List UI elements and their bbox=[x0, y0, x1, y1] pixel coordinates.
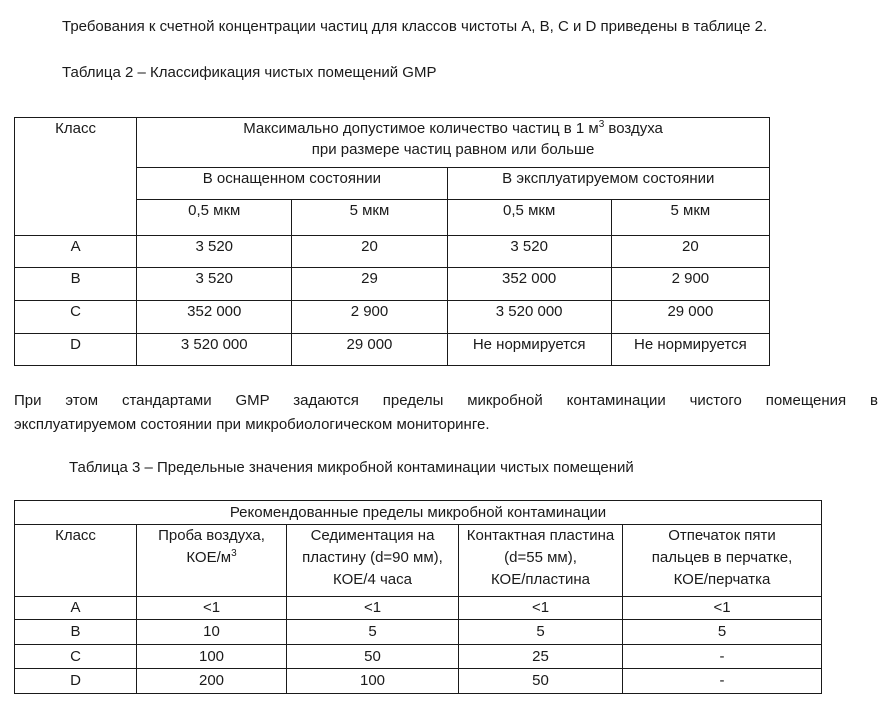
table-cell: 20 bbox=[611, 236, 769, 268]
table-cell: Не нормируется bbox=[447, 334, 611, 366]
table3-header-glove-line3: КОЕ/перчатка bbox=[673, 571, 771, 588]
table-cell: 29 bbox=[292, 268, 447, 301]
table-row bbox=[15, 268, 770, 301]
table-cell: 5 bbox=[287, 620, 459, 645]
table-cell: D bbox=[15, 334, 137, 366]
table2-header-line2: при размере частиц равном или больше bbox=[311, 141, 595, 158]
table3-header-glove-line1: Отпечаток пяти bbox=[668, 527, 776, 544]
table-cell: 29 000 bbox=[292, 334, 447, 366]
table3-header-contact-plate bbox=[459, 525, 623, 597]
table-cell: С bbox=[15, 645, 137, 669]
table3-header-sed-line3: КОЕ/4 часа bbox=[333, 571, 412, 588]
table3-header-contact-line3: КОЕ/пластина bbox=[490, 571, 590, 588]
table2-header-size: 5 мкм bbox=[292, 200, 447, 236]
table-row bbox=[15, 597, 822, 620]
table-cell: 3 520 bbox=[137, 236, 292, 268]
table2-header-sup: 3 bbox=[598, 119, 605, 130]
intro-text: Требования к счетной концентрации частиц для классов чистоты А, В, С и D приведены в таблице 2. bbox=[62, 18, 768, 35]
table-cell: - bbox=[623, 645, 822, 669]
table3-header-sed-line1: Седиментация на bbox=[310, 527, 435, 544]
table-row bbox=[15, 301, 770, 334]
table-cell: <1 bbox=[287, 597, 459, 620]
table-row bbox=[15, 645, 822, 669]
table-cell: 2 900 bbox=[611, 268, 769, 301]
table3-title: Рекомендованные пределы микробной контаминации bbox=[15, 501, 822, 525]
table-cell: 100 bbox=[287, 669, 459, 694]
table3-header-air-line1: Проба воздуха, bbox=[158, 527, 265, 544]
table2-header-equipped: В оснащенном состоянии bbox=[137, 168, 447, 200]
table-cell: 29 000 bbox=[611, 301, 769, 334]
table-cell: 50 bbox=[287, 645, 459, 669]
paragraph-line-1: При этом стандартами GMP задаются пределы микробной контаминации чистого помещения в bbox=[14, 392, 878, 409]
table2-gmp-classification bbox=[14, 117, 770, 366]
table3-header-sed-line2: пластину (d=90 мм), bbox=[302, 549, 443, 566]
table-cell: 3 520 bbox=[137, 268, 292, 301]
table3-caption: Таблица 3 – Предельные значения микробной контаминации чистых помещений bbox=[69, 459, 634, 476]
table-cell: 352 000 bbox=[137, 301, 292, 334]
table-cell: 25 bbox=[459, 645, 623, 669]
table-cell: 100 bbox=[137, 645, 287, 669]
table-cell: <1 bbox=[459, 597, 623, 620]
table-cell: D bbox=[15, 669, 137, 694]
table-cell: 2 900 bbox=[292, 301, 447, 334]
table2-header-size: 0,5 мкм bbox=[447, 200, 611, 236]
table2-header-class: Класс bbox=[15, 118, 137, 236]
table2-header-size: 0,5 мкм bbox=[137, 200, 292, 236]
table2-header-max-particles bbox=[137, 118, 770, 168]
table-cell: С bbox=[15, 301, 137, 334]
table-cell: <1 bbox=[137, 597, 287, 620]
table3-header-air-sup: 3 bbox=[231, 548, 237, 559]
table3-header-glove-print bbox=[623, 525, 822, 597]
table3-header-contact-line2: (d=55 мм), bbox=[504, 549, 577, 566]
table3-header-air bbox=[137, 525, 287, 597]
table2-header-operational: В эксплуатируемом состоянии bbox=[447, 168, 769, 200]
table-cell: 5 bbox=[623, 620, 822, 645]
table3-header-contact-line1: Контактная пластина bbox=[466, 527, 615, 544]
table-cell: 3 520 bbox=[447, 236, 611, 268]
table2-caption: Таблица 2 – Классификация чистых помещений GMP bbox=[62, 64, 437, 81]
table3-header-class: Класс bbox=[15, 525, 137, 597]
table-cell: А bbox=[15, 597, 137, 620]
table3-header-glove-line2: пальцев в перчатке, bbox=[651, 549, 793, 566]
table-cell: 200 bbox=[137, 669, 287, 694]
table3-header-air-line2: КОЕ/м bbox=[186, 549, 232, 566]
table-cell: 5 bbox=[459, 620, 623, 645]
table2-header-line1-post: воздуха bbox=[604, 120, 663, 137]
paragraph-line-2: эксплуатируемом состоянии при микробиологическом мониторинге. bbox=[14, 416, 490, 433]
table-cell: 3 520 000 bbox=[137, 334, 292, 366]
table-cell: 20 bbox=[292, 236, 447, 268]
table-cell: Не нормируется bbox=[611, 334, 769, 366]
table2-header-size: 5 мкм bbox=[611, 200, 769, 236]
table3-header-sedimentation bbox=[287, 525, 459, 597]
table-cell: 352 000 bbox=[447, 268, 611, 301]
table-row bbox=[15, 620, 822, 645]
table-cell: 3 520 000 bbox=[447, 301, 611, 334]
table2-header-line1-pre: Максимально допустимое количество частиц в 1 м bbox=[243, 120, 599, 137]
table-cell: В bbox=[15, 268, 137, 301]
table3-microbial-limits bbox=[14, 500, 822, 694]
table-row bbox=[15, 669, 822, 694]
table-cell: 50 bbox=[459, 669, 623, 694]
table-cell: 10 bbox=[137, 620, 287, 645]
table-cell: - bbox=[623, 669, 822, 694]
table-cell: А bbox=[15, 236, 137, 268]
table-cell: <1 bbox=[623, 597, 822, 620]
table-row bbox=[15, 236, 770, 268]
table-row bbox=[15, 334, 770, 366]
table-cell: В bbox=[15, 620, 137, 645]
